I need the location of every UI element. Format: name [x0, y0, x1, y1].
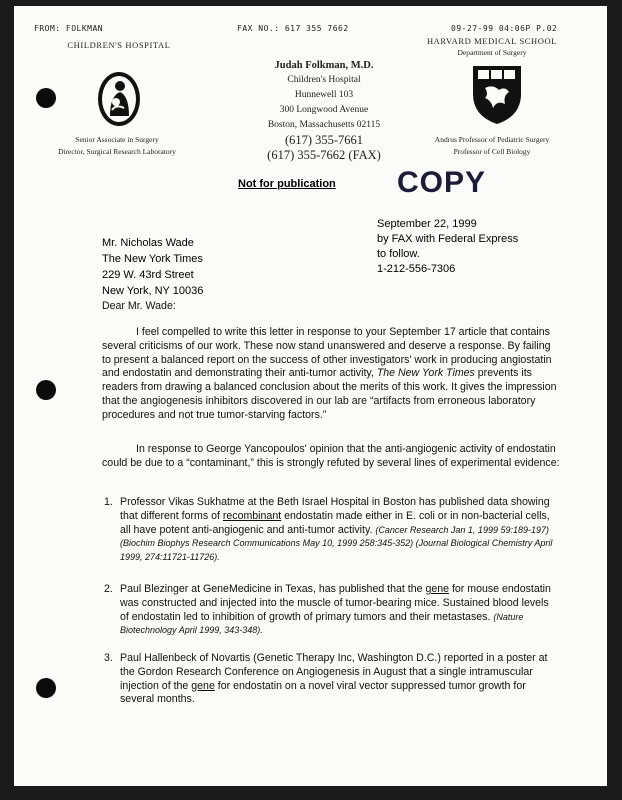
fax-timestamp: 09-27-99 04:06P P.02: [451, 24, 558, 33]
item-text-a: Paul Blezinger at GeneMedicine in Texas, has published that the: [120, 583, 426, 595]
recipient-city: New York, NY 10036: [102, 285, 204, 297]
item-number: 2.: [104, 583, 113, 595]
item-text-a: Professor Vikas Sukhatme at the Beth Israel Hospital in Boston has published data showing that different forms of: [120, 496, 550, 522]
item-text-a: Paul Hallenbeck of Novartis (Genetic Therapy Inc, Washington D.C.) reported in a poster at the Gordon Research Conference on Angiogenesis in August that a single intramuscular injection of the: [120, 652, 548, 692]
list-item: [104, 496, 560, 565]
fax-from: FROM: FOLKMAN: [34, 24, 104, 33]
para1-text-a: I feel compelled to write this letter in response to your September 17 article that contains several criticisms of our work. These now stand unanswered and deserve a response. By failing to present a balanced report on the success of other investigators' work in producing angiostatin and endostatin and demonstrating their anti-tumor activity,: [102, 326, 552, 380]
author-name: Judah Folkman, M.D.: [274, 60, 374, 71]
delivery-method: by FAX with Federal Express: [377, 233, 519, 245]
item-text-b: for endostatin on a novel viral vector suppressed tumor growth for several months.: [120, 679, 526, 706]
binder-hole: [36, 88, 56, 108]
newspaper-name: The New York Times: [376, 367, 475, 380]
recipient-street: 229 W. 43rd Street: [102, 269, 194, 281]
harvard-shield-logo: [471, 64, 523, 126]
item-underlined: recombinant: [222, 509, 282, 522]
left-title-2: Director, Surgical Research Laboratory: [58, 147, 176, 156]
paragraph-2: [102, 443, 562, 471]
date-block: [377, 217, 518, 277]
center-letterhead: [244, 58, 404, 163]
left-title-block: [42, 134, 192, 158]
fax-number: FAX NO.: 617 355 7662: [237, 24, 349, 33]
list-item: [104, 652, 560, 707]
item-number: 1.: [104, 496, 113, 508]
right-title-block: [402, 134, 582, 158]
recipient-fax: 1-212-556-7306: [377, 263, 456, 275]
salutation: Dear Mr. Wade:: [102, 300, 176, 312]
list-item: [104, 583, 560, 638]
recipient-name: Mr. Nicholas Wade: [102, 237, 194, 249]
address-line-1: Children's Hospital: [287, 75, 361, 85]
harvard-department: Department of Surgery: [457, 48, 527, 57]
item-text-b: for mouse endostatin was constructed and injected into the muscle of tumor-bearing mice. Sustained blood levels of endostatin led to inhibition of growth of primary tumors and their metastases.: [120, 583, 551, 623]
fax-phone-number: (617) 355-7662 (FAX): [267, 148, 381, 162]
binder-hole: [36, 380, 56, 400]
letter-page: [14, 6, 607, 786]
item-underlined: gene: [191, 679, 215, 692]
copy-stamp: COPY: [397, 166, 487, 199]
address-line-4: Boston, Massachusetts 02115: [267, 120, 381, 130]
right-title-1: Andrus Professor of Pediatric Surgery: [434, 135, 550, 144]
address-line-2: Hunnewell 103: [294, 90, 354, 100]
item-citation: (Cancer Research Jan 1, 1999 59:189-197) (Biochim Biophys Research Communications May 10, 1999 258:345-352) (Journal Biological Chemistry April 1999, 274:11721-11726).: [120, 524, 553, 563]
item-number: 3.: [104, 652, 113, 664]
binder-hole: [36, 678, 56, 698]
item-citation: (Nature Biotechnology April 1999, 343-348).: [120, 611, 524, 636]
phone-number: (617) 355-7661: [284, 133, 364, 147]
right-title-2: Professor of Cell Biology: [453, 147, 531, 156]
item-text-b: endostatin made either in E. coli or in non-bacterial cells, all have potent anti-angiogenic and anti-tumor activity.: [120, 509, 550, 536]
recipient-org: The New York Times: [102, 253, 203, 265]
harvard-school-name: HARVARD MEDICAL SCHOOL: [426, 36, 558, 46]
para1-text-b: prevents its readers from drawing a balanced conclusion about the merits of this work. It gives the impression that the angiogenesis inhibitors discovered in our lab are “artifacts from erroneous laboratory procedures and not true tumor-starving factors.”: [102, 367, 557, 421]
address-line-3: 300 Longwood Avenue: [279, 105, 369, 115]
letter-date: September 22, 1999: [377, 218, 477, 230]
left-title-1: Senior Associate in Surgery: [75, 135, 159, 144]
item-underlined: gene: [425, 583, 450, 595]
paragraph-1: [102, 326, 562, 423]
delivery-follow: to follow.: [377, 248, 420, 260]
childrens-hospital-logo: [96, 70, 142, 128]
recipient-address: [102, 235, 203, 299]
para2-text: In response to George Yancopoulos' opinion that the anti-angiogenic activity of endostatin could be due to a “contaminant,” this is strongly refuted by several lines of experimental evidence:: [102, 443, 560, 469]
not-for-publication-label: Not for publication: [238, 178, 336, 190]
childrens-hospital-name: CHILDREN'S HOSPITAL: [67, 40, 171, 50]
